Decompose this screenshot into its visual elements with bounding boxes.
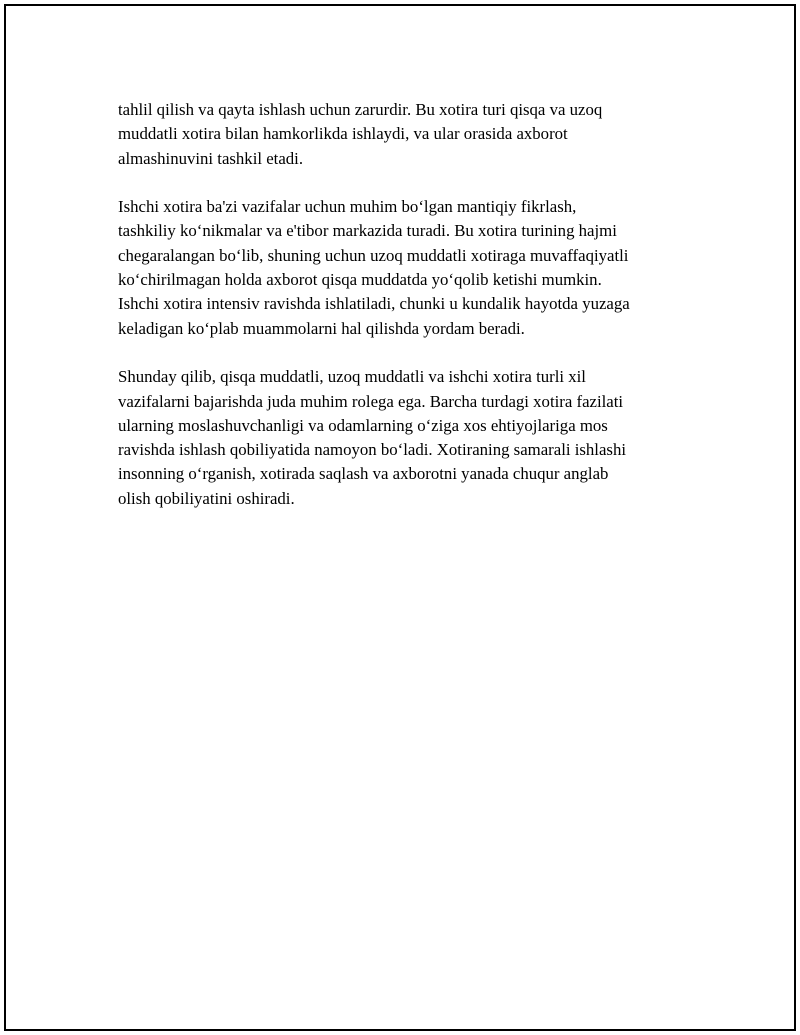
paragraph-3: Shunday qilib, qisqa muddatli, uzoq muddatli va ishchi xotira turli xil vazifalarni bajarishda juda muhim rolega ega. Barcha turdagi xotira fazilati ularning moslashuvchanligi va odamlarning o‘ziga xos ehtiyojlariga mos ravishda ishlash qobiliyatida namoyon bo‘ladi. Xotiraning samarali ishlashi insonning o‘rganish, xotirada saqlash va axborotni yanada chuqur anglab olish qobiliyatini oshiradi. [118,367,627,508]
document-body [118,98,698,535]
paragraph-1: tahlil qilish va qayta ishlash uchun zarurdir. Bu xotira turi qisqa va uzoq muddatli xotira bilan hamkorlikda ishlaydi, va ular orasida axborot almashinuvini tashkil etadi. [118,100,603,168]
page-frame [4,4,796,1031]
paragraph-2: Ishchi xotira ba'zi vazifalar uchun muhim bo‘lgan mantiqiy fikrlash, tashkiliy ko‘nikmalar va e'tibor markazida turadi. Bu xotira turining hajmi chegaralangan bo‘lib, shuning uchun uzoq muddatli xotiraga muvaffaqiyatli ko‘chirilmagan holda axborot qisqa muddatda yo‘qolib ketishi mumkin. Ishchi xotira intensiv ravishda ishlatiladi, chunki u kundalik hayotda yuzaga keladigan ko‘plab muammolarni hal qilishda yordam beradi. [118,197,630,338]
